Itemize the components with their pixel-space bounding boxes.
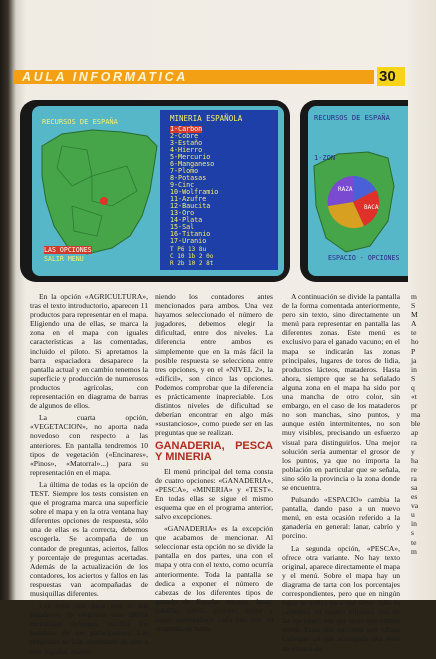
menu-item[interactable]: 14-Plata (170, 216, 203, 224)
table-row: R 2b 10 2 8t (170, 260, 214, 267)
space-options[interactable]: ESPACIO - OPCIONES (328, 254, 400, 262)
menu-item[interactable]: 6-Manganeso (170, 160, 215, 168)
menu-item[interactable]: 2-Cobre (170, 132, 199, 140)
menu-item[interactable]: 9-Cinc (170, 181, 195, 189)
paragraph: La última de todas es la opción de TEST. Siempre los tests consisten en que el programa marca una superficie sobre el mapa y en la otra ventana hay diferentes opciones de respuesta, sólo una de ellas es la correcta, debemos escogerla. Se acompaña de un contador de preguntas, aciertos, fallos y porcentaje de preguntas acertadas. Además de la actualización de los contadores, los aciertos y fallos en las respuestas van acompañadas de musiquillas diferentes. (30, 479, 148, 598)
menu-item[interactable]: 16-Titanio (170, 230, 211, 238)
paragraph: La cuarta opción, «VEGETACION», no aporta nada novedoso con respecto a las anteriores. En pantalla tendremos 10 tipos de vegetación («Encinares», «Pinos», «Matorral»...) para su representación en el mapa. (30, 413, 148, 477)
map-marker (100, 197, 108, 205)
mineria-menu (160, 110, 278, 270)
production-table (170, 246, 213, 267)
menu-item[interactable]: 3-Estaño (170, 139, 203, 147)
map-land (42, 130, 157, 254)
section-heading: GANADERIA, PESCA Y MINERIA (155, 439, 273, 463)
edge-text: m S M A te ho P ja in S q «t pr ma ble ap ra y ha re ra sa es va u in s te m (411, 292, 421, 556)
next-page-edge (408, 0, 436, 600)
table-row: T P6 13 8u (170, 246, 207, 253)
paragraph: Los tests son para uno o dos jugadores. Si elegimos esta última modalidad debemos escribir los nombres de los participantes. Las preguntas se irán alternando de uno a otro jugador, mante- (30, 601, 148, 656)
spain-map-pie (308, 106, 410, 276)
menu-item-carbon[interactable]: 1-Carbon (170, 125, 203, 133)
menu-item[interactable]: 10-Wolframio (170, 188, 219, 196)
paragraph: niendo los contadores antes mencionados para ambos. Una vez hayamos seleccionado el número de jugadores, debemos elegir la dificultad, entre dos niveles. La diferencia entre ambos es simplemente que en la más fácil la posible respuesta se selecciona entre tres opciones, y en el «NIVEL 2», la «difícil», son cinco las opciones. Podemos comprobar que la diferencia es prácticamente inapreciable. Los distintos niveles de dificultad se deberían encontrar en algo más «sustancioso», como puede ser en las preguntas que se realizan. (155, 292, 273, 438)
paragraph: El menú principal del tema consta de cuatro opciones: «GANADERIA», «PESCA», «MINERIA» y «TEST». En todas ellas se sigue el mismo esquema que en el programa anterior, salvo excepciones. (155, 466, 273, 521)
menu-item[interactable]: 8-Potasas (170, 174, 207, 182)
menu-item[interactable]: 13-Oro (170, 209, 195, 217)
middle-column (155, 292, 273, 636)
exit-menu-button[interactable]: SALIR MENU (44, 255, 84, 263)
paragraph: La segunda opción, «PESCA», ofrece otra variante. No hay texto original, aparece directamente el mapa y el menú. Sobre el mapa hay un diagrama de tarta con los porcentajes correspondientes, pero que en ningún lugar se indica para qué sirve. Sólo lo sabremos en cuanto elijamos una de las opciones, nos que tiene este primer menú. Estas dos opciones son «Zona Gallega» (al que acompaña una serie de «frutos de (282, 543, 400, 653)
menu-item[interactable]: 11-Azufre (170, 195, 207, 203)
screen-title: RECURSOS DE ESPAÑA (42, 118, 118, 126)
left-column (30, 292, 148, 659)
menu-item[interactable]: 15-Sal (170, 223, 195, 231)
right-monitor (300, 100, 410, 282)
section-title: AULA INFORMATICA (22, 70, 188, 84)
paragraph: En la opción «AGRICULTURA», tras el texto introductorio, aparecen 11 productos para representar en el mapa. Eligiendo una de ellas, se marca la zona en el mapa con iguales características a las comentadas, incluido el piloto. Si apretamos la barra espaciadora desaparece la pantalla actual y en cambio tenemos la superficie y producción de numerosos productos agrícolas, con representación en diagrama de barras de algunos de ellos. (30, 292, 148, 411)
menu-item[interactable]: 12-Baucita (170, 202, 211, 210)
menu-item[interactable]: 1-ZON (314, 154, 336, 162)
pie-label: BACA (364, 204, 379, 211)
pie-label: RAZA (338, 186, 353, 193)
paragraph: A continuación se divide la pantalla de la forma comentada anteriormente, pero sin texto, sino directamente un menú para representar en pantalla las diferentes zonas. Este menú es exclusivo para el ganado vacuno; en el mapa se indicarán las zonas principales, lugares de toros de lidia, productos lácteos, mataderos. Hasta ahora, siempre que se ha señalado alguna zona en el mapa ha sido por una mancha de otro color, sin embargo, en el caso de los mataderos no son manchas, sino puntos, y aunque estén intermitentes, no son muy visibles, precisando un esfuerzo visual para distinguirlos. Una mejor solución sería aumentar el grosor de los puntos, ya que no importa la población en particular que se señala, sino sólo la provincia o la zona donde se encuentra. (282, 292, 400, 492)
menu-title: MINERIA ESPAÑOLA (170, 114, 243, 123)
menu-item[interactable]: 4-Hierro (170, 146, 203, 154)
right-screen (308, 106, 410, 276)
menu-item[interactable]: 17-Uranio (170, 237, 207, 245)
right-column (282, 292, 400, 656)
paragraph: «GANADERIA» es la excepción que acabamos de mencionar. Al seleccionar esta opción no se divide la pantalla en dos partes, una con el mapa y otra con el texto, como ocurría anteriormente. Toda la pantalla se dedica a exponer el número de cabezas de los diferentes tipos de ganado de España: vacuno, lanar, caballar, cabrío, porcino, mular y asnal, acompañado cada uno con un diagrama de barra. (155, 524, 273, 634)
page-number: 30 (379, 68, 396, 85)
screen-title: RECURSOS DE ESPAÑA (314, 114, 390, 122)
left-screen (32, 106, 284, 276)
options-button[interactable]: LAS OPCIONES (44, 246, 92, 254)
menu-item[interactable]: 5-Mercurio (170, 153, 211, 161)
table-row: C 10 1b 2 0o (170, 253, 214, 260)
paragraph: Pulsando «ESPACIO» cambia la pantalla, dando paso a un nuevo menú, en esta ocasión referido a la ganadería en general: lanar, cabrío y porcino. (282, 495, 400, 541)
menu-item[interactable]: 7-Plomo (170, 167, 199, 175)
left-monitor (20, 100, 290, 282)
